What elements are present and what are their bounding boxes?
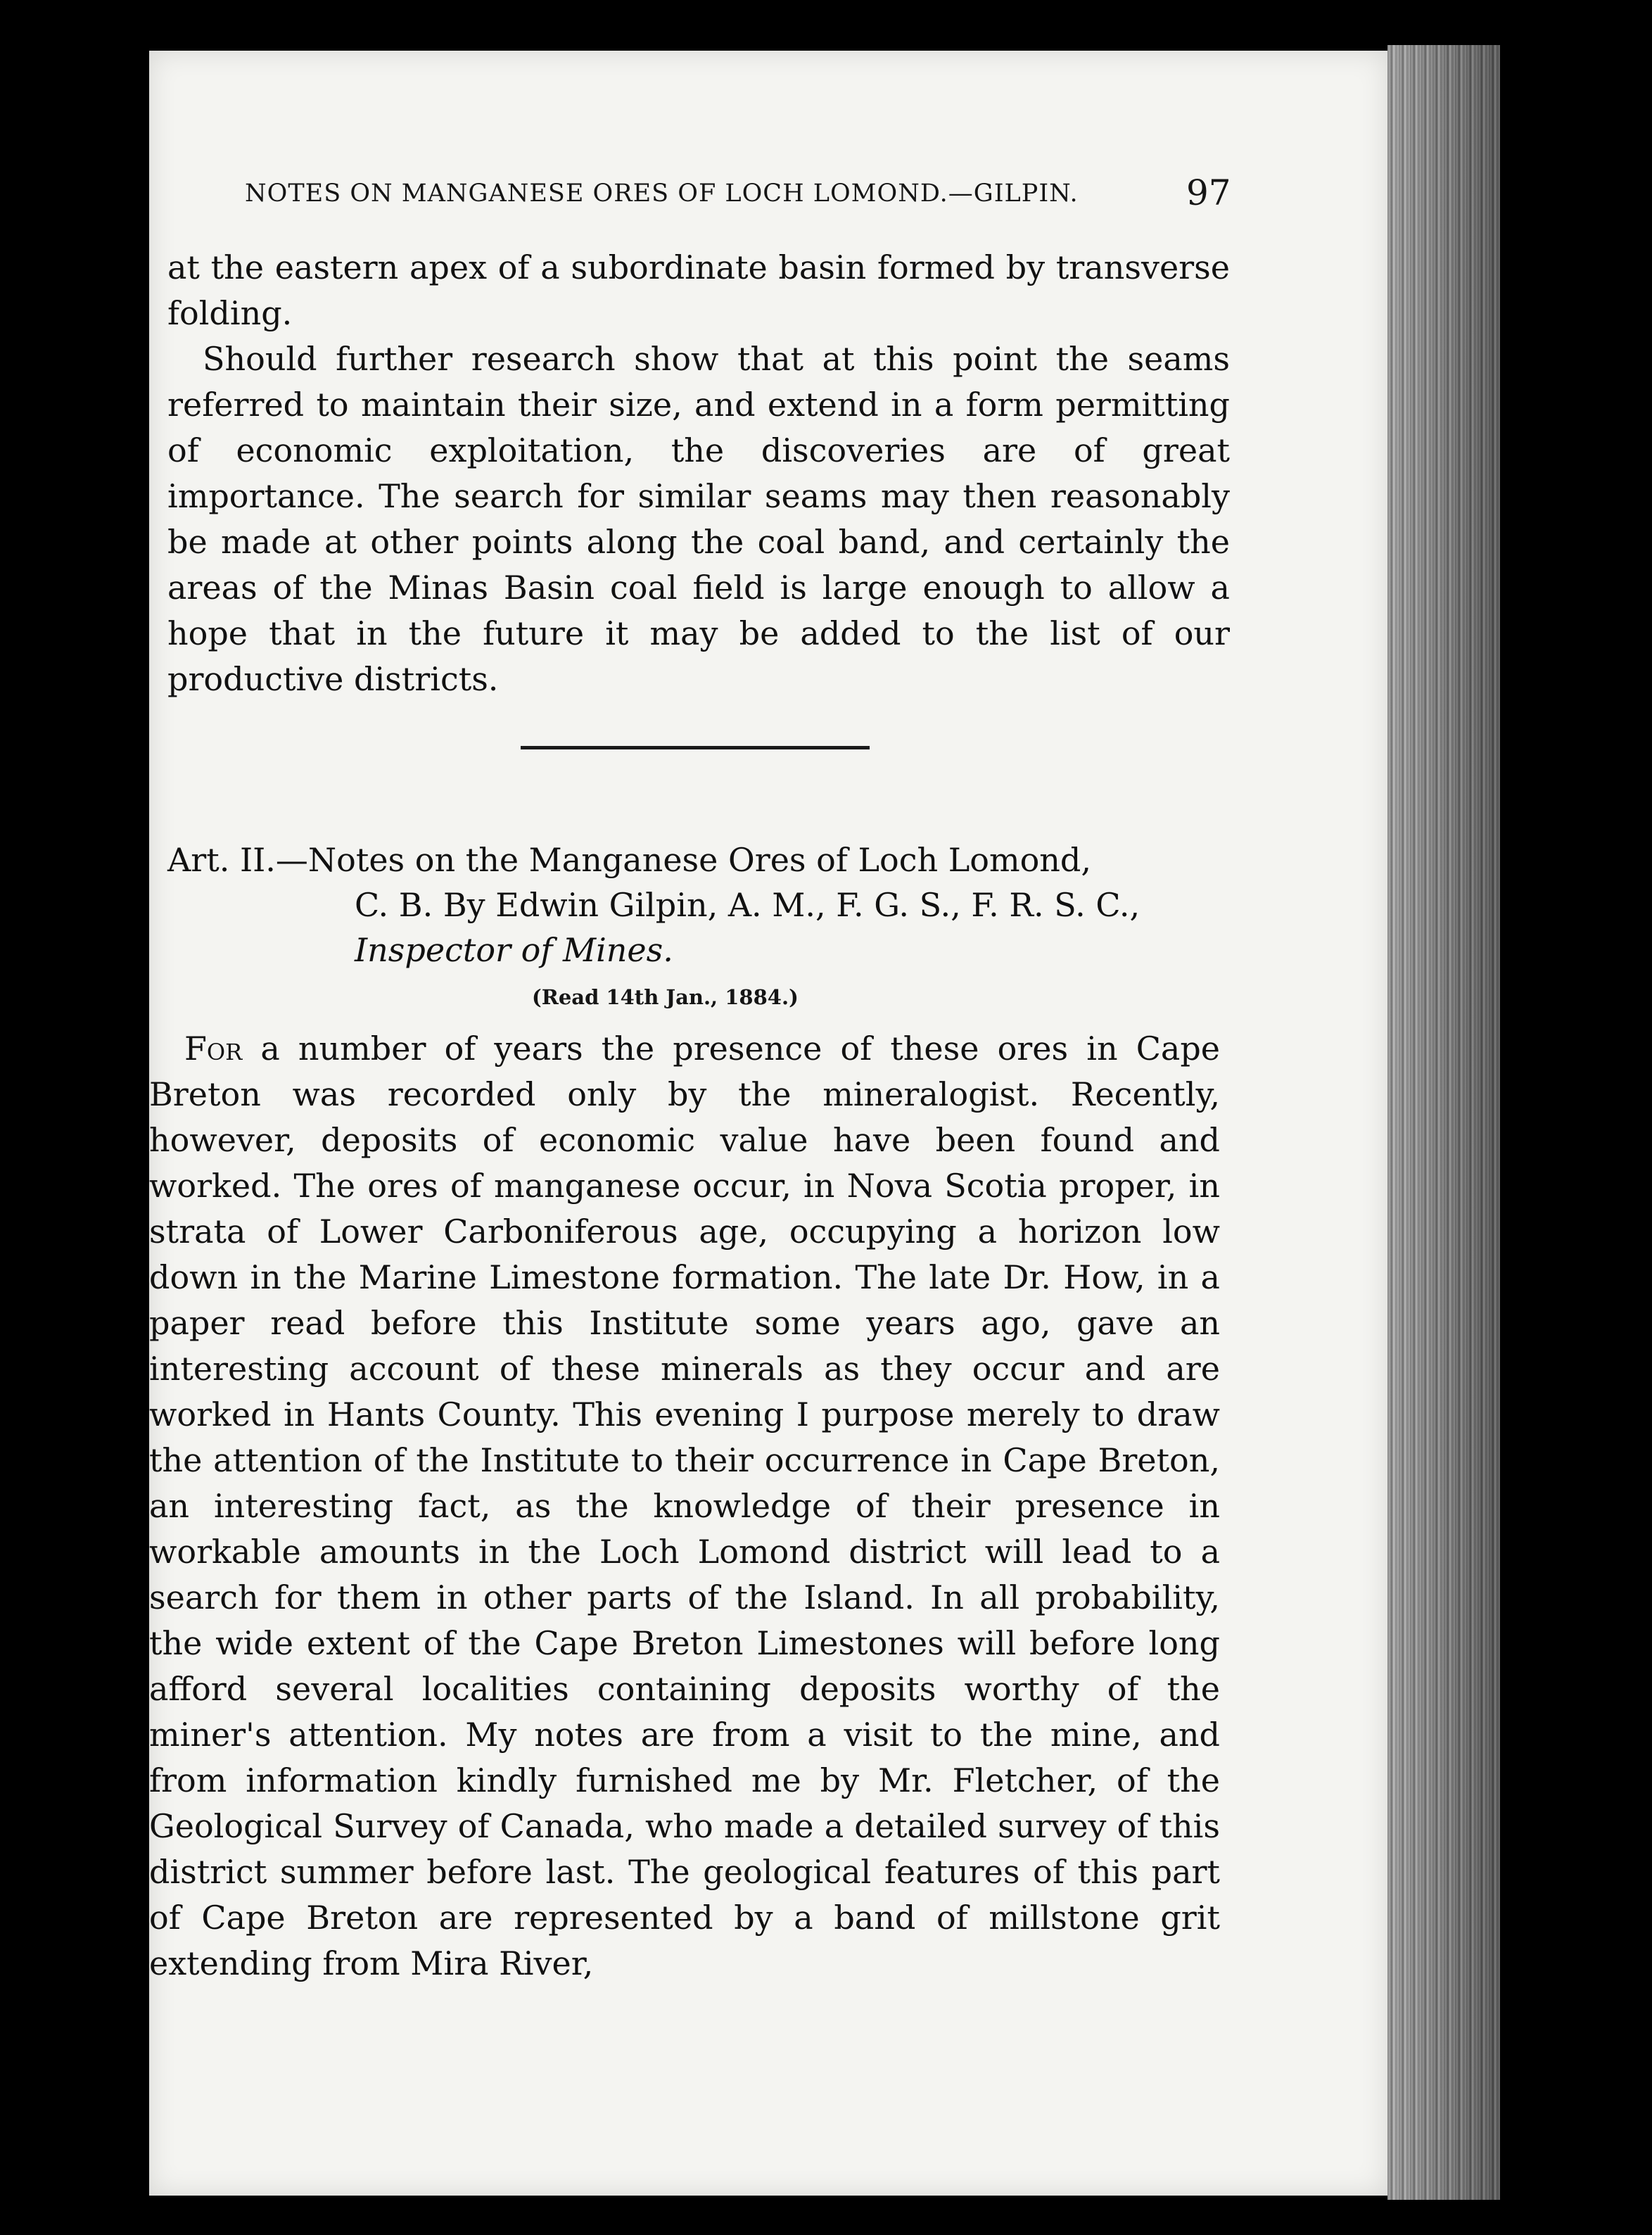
top-text-block (167, 245, 1230, 702)
article-body-text: a number of years the presence of these ores in Cape Breton was recorded only by the mineralogist. Recently, however, deposits of economic value have been found and worked. The ores of manganese occur, in Nova Scotia proper, in strata of Lower Carboniferous age, occupying a horizon low down in the Marine Limestone formation. The late Dr. How, in a paper read before this Institute some years ago, gave an interesting account of these minerals as they occur and are worked in Hants County. This evening I purpose merely to draw the attention of the Institute to their occurrence in Cape Breton, an interesting fact, as the knowledge of their presence in workable amounts in the Loch Lomond district will lead to a search for them in other parts of the Island. In all probability, the wide extent of the Cape Breton Limestones will before long afford several localities containing deposits worthy of the miner's attention. My notes are from a visit to the mine, and from information kindly furnished me by Mr. Fletcher, of the Geological Survey of Canada, who made a detailed survey of this district summer before last. The geological features of this part of Cape Breton are represented by a band of millstone grit extending from Mira River, (149, 1030, 1220, 1982)
paragraph-continuation: at the eastern apex of a subordinate basin formed by transverse folding. (167, 248, 1230, 332)
article-heading (167, 837, 1230, 973)
article-heading-role: Inspector of Mines. (355, 931, 673, 969)
read-date-note: (Read 14th Jan., 1884.) (532, 985, 799, 1009)
article-heading-line1: Art. II.—Notes on the Manganese Ores of Loch Lomond, (167, 841, 1091, 879)
article-heading-author: C. B. By Edwin Gilpin, A. M., F. G. S., F. R. S. C., (355, 886, 1140, 924)
opening-word: For (184, 1030, 243, 1068)
running-head-title: NOTES ON MANGANESE ORES OF LOCH LOMOND.—GILPIN. (245, 179, 1079, 208)
section-divider-rule (521, 746, 870, 749)
article-body (149, 1026, 1220, 1987)
paragraph-further-research: Should further research show that at this point the seams referred to maintain their size, and extend in a form permitting of economic exploitation, the discoveries are of great importance. The search for similar seams may then reasonably be made at other points along the coal band, and certainly the areas of the Minas Basin coal field is large enough to allow a hope that in the future it may be added to the list of our productive districts. (167, 340, 1230, 698)
article-body-paragraph (149, 1026, 1220, 1987)
page-edge-shadow (1387, 45, 1500, 2200)
page-number: 97 (1186, 172, 1231, 213)
